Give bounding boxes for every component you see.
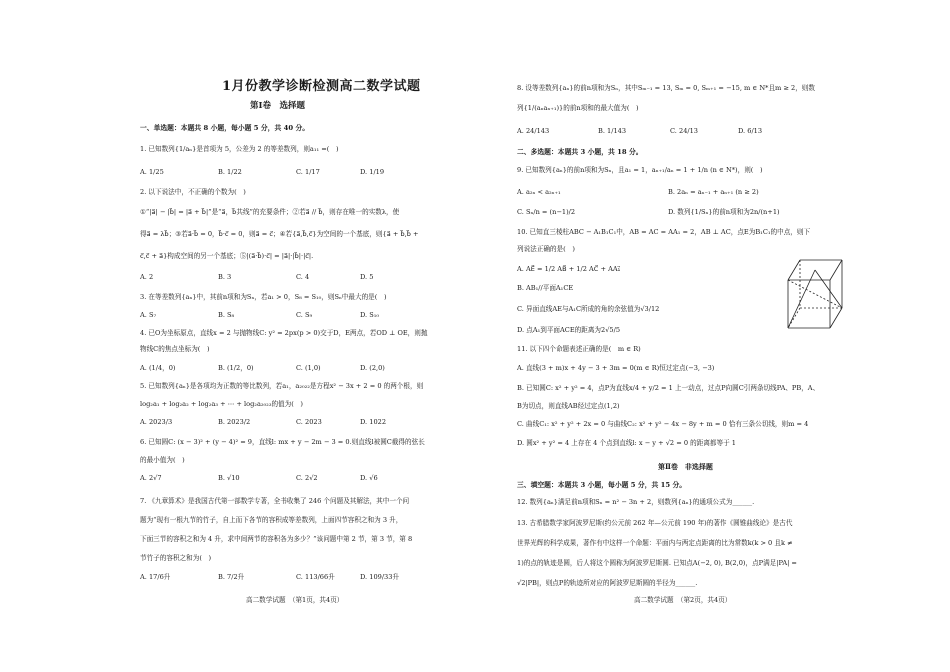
option-d: D. S₁₀ [360,311,380,319]
option-d: D. 圆x² + y² = 4 上存在 4 个点到直线l: x − y + √2 = 0 的距离都等于 1 [517,439,736,447]
option-a: A. 2 [140,273,154,281]
option-a: A. 2023/3 [140,418,173,426]
option-d: D. 点A₁到平面ACE的距离为2√5/5 [517,326,621,334]
question-7-line: 下面三节的容积之和为 4 升，求中间两节的容积各为多少？”该问题中第 2 节，第 3 节，第 8 [140,535,413,543]
option-a: A. 24/143 [517,127,550,135]
question-4-line: 物线C的焦点坐标为( ) [140,345,210,353]
option-b: B. 1/22 [218,168,242,176]
option-d: D. 109/33升 [360,573,400,581]
prism-edge [830,308,842,328]
option-d: D. 数列{1/Sₙ}的前n项和为2n/(n+1) [668,208,780,216]
option-c: C. 异面直线AE与A₁C所成的角的余弦值为√3/12 [517,305,660,313]
option-b: B. 3 [218,273,232,281]
section-heading: 二、多选题：本题共 3 小题，共 18 分。 [517,148,643,156]
option-b: B. 2023/2 [218,418,251,426]
question-13: 13. 古希腊数学家阿波罗尼斯(约公元前 262 年—公元前 190 年)的著作《圆锥曲线论》是古代 [517,519,793,527]
section-heading: 一、单选题：本题共 8 小题，每小题 5 分，共 40 分。 [140,124,310,132]
question-5-line: log₂a₁ + log₂a₂ + log₂a₃ + ⋯ + log₂a₂₀₂₃的值为( ) [140,400,303,408]
prism-diagonal [788,280,842,308]
question-8-line: 列{1/(aₙaₙ₊₁)}的前n项和的最大值为( ) [517,104,639,112]
option-a: A. 直线(3 + m)x + 4y − 3 + 3m = 0(m ∈ R)恒过定点(−3, −3) [517,364,715,372]
question-10-line: 列说法正确的是( ) [517,245,575,253]
volume-heading: 第Ⅰ卷 选择题 [250,101,305,111]
prism-edge [788,260,800,280]
question-10: 10. 已知直三棱柱ABC − A₁B₁C₁中，AB = AC = AA₁ = 2，AB ⊥ AC，点E为B₁C₁的中点，则下 [517,228,811,236]
option-c: C. (1,0) [296,364,321,372]
question-3: 3. 在等差数列{aₙ}中，其前n项和为Sₙ，若a₁ > 0，S₈ = S₁₀，则Sₙ中最大的是( ) [140,293,387,301]
question-6: 6. 已知圆C: (x − 3)² + (y − 4)² = 9，直线l: mx + y − 2m − 3 = 0.则直线l被圆C截得的弦长 [140,438,425,446]
question-2-line: ①“|a⃗| − |b⃗| = |a⃗ + b⃗|”是“a⃗，b⃗共线”的充要条件；②若a⃗ // b⃗，则存在唯一的实数λ，使 [140,208,400,216]
option-d: D. √6 [360,474,378,482]
option-a: A. 17/6升 [140,573,171,581]
option-d: D. 1/19 [360,168,385,176]
prism-figure [780,250,852,335]
prism-diagonal [788,270,815,328]
question-7-line: 节竹子的容积之和为( ) [140,554,212,562]
question-5: 5. 已知数列{aₙ}是各项均为正数的等比数列，若a₁，a₂₀₂₂是方程x² − 3x + 2 = 0 的两个根，则 [140,382,424,390]
option-a: A. a₂ₙ < a₂ₙ₊₁ [517,188,561,196]
option-a: A. 1/25 [140,168,164,176]
option-d: D. 5 [360,273,374,281]
section-heading: 三、填空题：本题共 3 小题，每小题 5 分，共 15 分。 [517,481,687,489]
option-a: A. (1/4，0) [140,364,176,372]
page-footer: 高二数学试题 （第2页，共4页） [634,596,732,604]
option-b-line: B为切点，则直线AB经过定点(1,2) [517,402,620,410]
option-b: B. AB₁//平面A₁CE [517,284,574,292]
question-2: 2. 以下说法中，不正确的个数为( ) [140,188,246,196]
option-b: B. (1/2，0) [218,364,254,372]
option-a: A. 2√7 [140,474,162,482]
volume-heading: 第Ⅱ卷 非选择题 [658,462,713,471]
option-c: C. 1/17 [296,168,320,176]
option-b: B. S₈ [218,311,235,319]
question-2-line: 得a⃗ = λb⃗；③若a⃗·b⃗ = 0，b⃗·c⃗ = 0，则a⃗ = c⃗；④若{a⃗,b⃗,c⃗}为空间的一个基底，则{a⃗ + b⃗,b⃗ + [140,230,419,238]
prism-edge [830,260,842,280]
question-7-line: 题为“现有一根九节的竹子，自上而下各节的容积成等差数列，上面四节容积之和为 3 升， [140,516,403,524]
option-b: B. 1/143 [598,127,627,135]
question-11: 11. 以下四个命题表述正确的是( m ∈ R) [517,345,641,353]
page-footer: 高二数学试题 （第1页，共4页） [246,596,344,604]
question-12: 12. 数列{aₙ}满足前n项和Sₙ = n² − 3n + 2，则数列{aₙ}的通项公式为______. [517,498,755,506]
option-b: B. 7/2升 [218,573,245,581]
question-9: 9. 已知数列{aₙ}的前n项和为Sₙ，且a₁ = 1，aₙ₊₁/aₙ = 1 + 1/n (n ∈ N*)，则( ) [517,166,763,174]
option-c: C. Sₙ/n = (n−1)/2 [517,208,576,216]
option-c: C. 2√2 [296,474,318,482]
question-13-line: √2|PB|，则点P的轨迹所对应的阿波罗尼斯圆的半径为______. [517,579,698,587]
option-c: C. 113/66升 [296,573,335,581]
question-6-line: 的最小值为( ) [140,456,185,464]
question-4: 4. 已O为坐标原点，直线x = 2 与抛物线C: y² = 2px(p > 0)交于D，E两点，若OD ⊥ OE，则抛 [140,329,428,337]
question-8: 8. 设等差数列{aₙ}的前n项和为Sₙ，其中Sₘ₋₁ = 13, Sₘ = 0, Sₘ₊₁ = −15, m ∈ N*且m ≥ 2，则数 [517,84,815,92]
exam-page-2 [475,0,950,672]
option-d: D. 6/13 [738,127,763,135]
question-13-line: 1)的点的轨迹是圆，后人将这个圆称为阿波罗尼斯圆. 已知点A(−2, 0), B(2,0)，点P满足|PA| = [517,559,797,567]
option-d: D. 1022 [360,418,387,426]
option-b: B. √10 [218,474,240,482]
question-2-line: c⃗,c⃗ + a⃗}构成空间的另一个基底；⑤|(a⃗·b⃗)·c⃗| = |a⃗|·|b⃗|·|c⃗|. [140,252,314,260]
option-a: A. AE⃗ = 1/2 AB⃗ + 1/2 AC⃗ + AA₁⃗ [517,265,621,273]
question-13-line: 世界光辉的科学成果，著作有中这样一个命题：平面内与两定点距离的比为常数k(k > 0 且k ≠ [517,539,793,547]
option-c: C. 2023 [296,418,322,426]
page-title: 1月份教学诊断检测高二数学试题 [222,79,421,94]
option-d: D. (2,0) [360,364,385,372]
prism-diagonal [815,270,842,308]
question-1: 1. 已知数列{1/aₙ}是首项为 5，公差为 2 的等差数列，则a₁₁ =( ) [140,145,339,153]
question-7: 7. 《九章算术》是我国古代第一部数学专著，全书收集了 246 个问题及其解法，其中一个问 [140,497,410,505]
option-c: C. 24/13 [670,127,699,135]
option-b: B. 2aₙ = aₙ₋₁ + aₙ₊₁ (n ≥ 2) [668,188,759,196]
option-b: B. 已知圆C: x² + y² = 4，点P为直线x/4 + y/2 = 1 上一动点，过点P向圆C引两条切线PA、PB，A、 [517,384,820,392]
option-c: C. 4 [296,273,310,281]
option-a: A. S₇ [140,311,157,319]
option-c: C. 曲线C₁: x² + y² + 2x = 0 与曲线C₂: x² + y² − 4x − 8y + m = 0 恰有三条公切线，则m = 4 [517,420,809,428]
option-c: C. S₉ [296,311,313,319]
